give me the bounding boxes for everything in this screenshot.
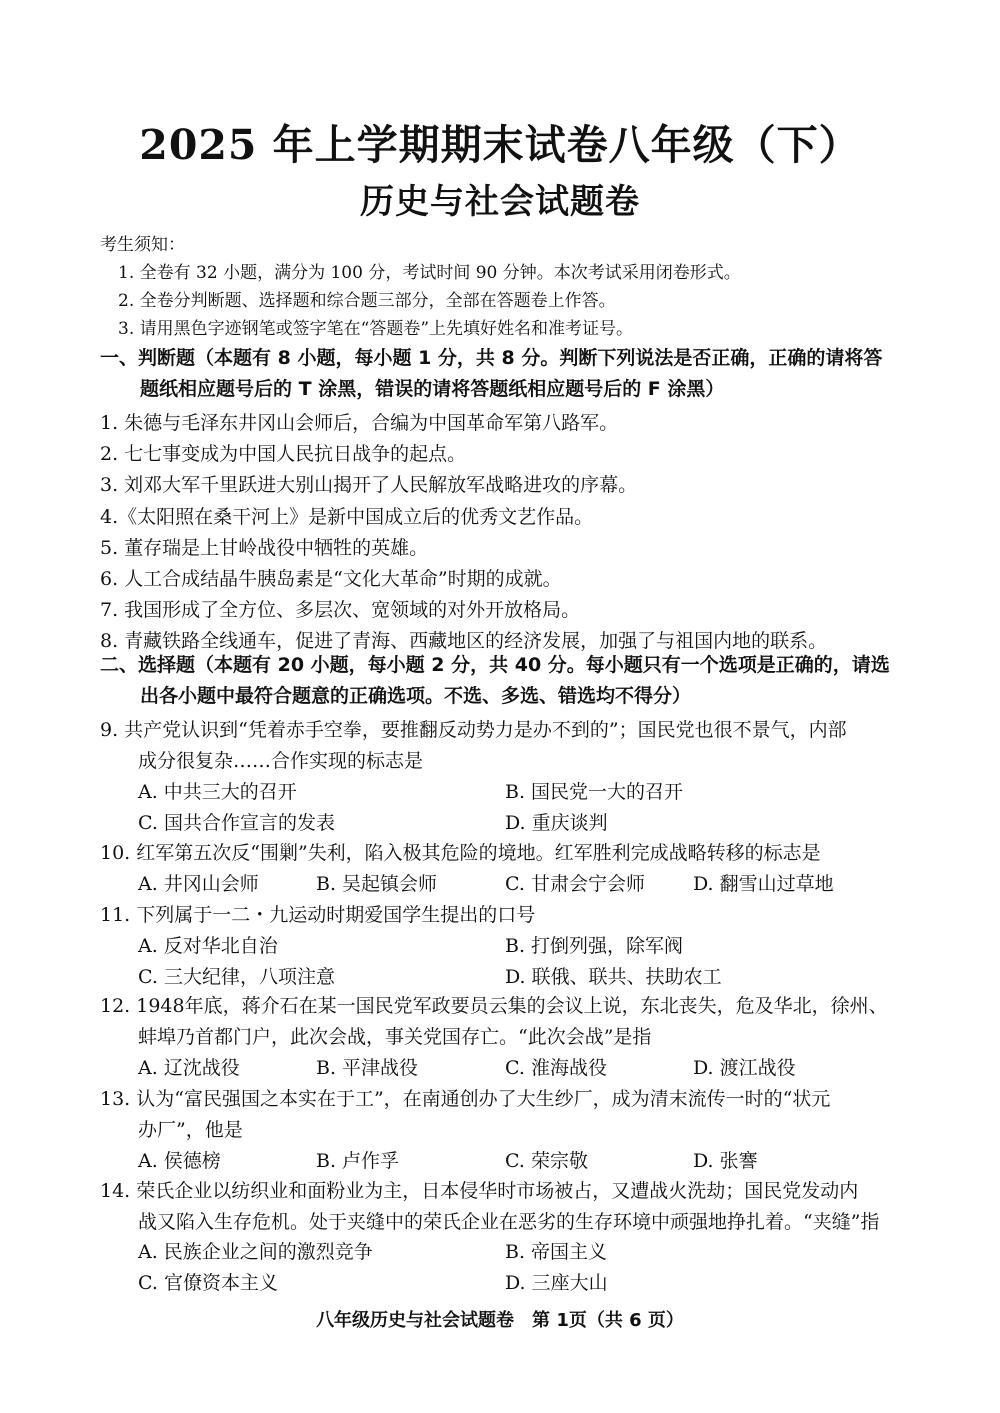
question-10-option-a: A. 井冈山会师 bbox=[138, 873, 259, 895]
notice-item: 2. 全卷分判断题、选择题和综合题三部分，全部在答题卷上作答。 bbox=[118, 291, 616, 311]
page-subtitle: 历史与社会试题卷 bbox=[360, 182, 640, 222]
section-judgment-heading bbox=[100, 343, 900, 405]
question-9-option-a: A. 中共三大的召开 bbox=[138, 781, 297, 803]
question-12-option-d: D. 渡江战役 bbox=[693, 1057, 796, 1079]
question-14-option-a: A. 民族企业之间的激烈竞争 bbox=[138, 1241, 373, 1263]
question-11-option-d: D. 联俄、联共、扶助农工 bbox=[505, 966, 722, 988]
question-12-option-b: B. 平津战役 bbox=[316, 1057, 419, 1079]
notice-item: 1. 全卷有 32 小题，满分为 100 分，考试时间 90 分钟。本次考试采用闭卷形式。 bbox=[118, 263, 741, 283]
question-12-option-c: C. 淮海战役 bbox=[505, 1057, 607, 1079]
question-13-option-c: C. 荣宗敬 bbox=[505, 1150, 588, 1172]
question-13-option-a: A. 侯德榜 bbox=[138, 1150, 221, 1172]
question-9-option-c: C. 国共合作宣言的发表 bbox=[138, 812, 335, 834]
question-14-stem-cont: 战又陷入生存危机。处于夹缝中的荣氏企业在恶劣的生存环境中顽强地挣扎着。“夹缝”指 bbox=[138, 1211, 880, 1233]
notice-item: 3. 请用黑色字迹钢笔或签字笔在“答题卷”上先填好姓名和准考证号。 bbox=[118, 319, 634, 339]
question-9-stem-cont: 成分很复杂……合作实现的标志是 bbox=[138, 750, 424, 772]
judgment-item: 4.《太阳照在桑干河上》是新中国成立后的优秀文艺作品。 bbox=[100, 506, 594, 528]
question-10-stem: 10. 红军第五次反“围剿”失利，陷入极其危险的境地。红军胜利完成战略转移的标志是 bbox=[100, 842, 821, 864]
section-choice-heading bbox=[100, 650, 900, 712]
question-11-option-a: A. 反对华北自治 bbox=[138, 935, 278, 957]
question-12-stem: 12. 1948年底，蒋介石在某一国民党军政要员云集的会议上说，东北丧失，危及华北，徐州、 bbox=[100, 995, 888, 1017]
question-14-option-d: D. 三座大山 bbox=[505, 1272, 608, 1294]
question-14-stem: 14. 荣氏企业以纺织业和面粉业为主，日本侵华时市场被占，又遭战火洗劫；国民党发动内 bbox=[100, 1180, 859, 1202]
question-13-option-d: D. 张謇 bbox=[693, 1150, 758, 1172]
question-11-stem: 11. 下列属于一二・九运动时期爱国学生提出的口号 bbox=[100, 904, 536, 926]
judgment-item: 8. 青藏铁路全线通车，促进了青海、西藏地区的经济发展，加强了与祖国内地的联系。 bbox=[100, 630, 828, 652]
question-14-option-b: B. 帝国主义 bbox=[505, 1241, 608, 1263]
section-heading-line: 出各小题中最符合题意的正确选项。不选、多选、错选均不得分） bbox=[140, 685, 692, 707]
question-10-option-b: B. 吴起镇会师 bbox=[316, 873, 438, 895]
question-11-option-b: B. 打倒列强，除军阀 bbox=[505, 935, 684, 957]
question-9-option-d: D. 重庆谈判 bbox=[505, 812, 608, 834]
section-heading-line: 一、判断题（本题有 8 小题，每小题 1 分，共 8 分。判断下列说法是否正确，正确的请将答 bbox=[100, 347, 883, 369]
page-title: 2025 年上学期期末试卷八年级（下） bbox=[139, 121, 861, 169]
question-13-option-b: B. 卢作孚 bbox=[316, 1150, 400, 1172]
question-14-option-c: C. 官僚资本主义 bbox=[138, 1272, 278, 1294]
question-9-option-b: B. 国民党一大的召开 bbox=[505, 781, 684, 803]
section-heading-line: 二、选择题（本题有 20 小题，每小题 2 分，共 40 分。每小题只有一个选项是正确的，请选 bbox=[100, 654, 890, 676]
question-13-stem-cont: 办厂”，他是 bbox=[138, 1119, 243, 1141]
question-12-stem-cont: 蚌埠乃首都门户，此次会战，事关党国存亡。“此次会战”是指 bbox=[138, 1026, 652, 1048]
question-12-option-a: A. 辽沈战役 bbox=[138, 1057, 240, 1079]
question-9-stem: 9. 共产党认识到“凭着赤手空拳，要推翻反动势力是办不到的”；国民党也很不景气，内部 bbox=[100, 719, 847, 741]
question-11-option-c: C. 三大纪律，八项注意 bbox=[138, 966, 335, 988]
judgment-item: 5. 董存瑞是上甘岭战役中牺牲的英雄。 bbox=[100, 537, 429, 559]
judgment-item: 7. 我国形成了全方位、多层次、宽领域的对外开放格局。 bbox=[100, 599, 581, 621]
judgment-item: 1. 朱德与毛泽东井冈山会师后，合编为中国革命军第八路军。 bbox=[100, 412, 619, 434]
judgment-item: 3. 刘邓大军千里跃进大别山揭开了人民解放军战略进攻的序幕。 bbox=[100, 474, 638, 496]
judgment-item: 2. 七七事变成为中国人民抗日战争的起点。 bbox=[100, 443, 467, 465]
section-heading-line: 题纸相应题号后的 T 涂黑，错误的请将答题纸相应题号后的 F 涂黑） bbox=[140, 378, 725, 400]
notice-heading: 考生须知： bbox=[100, 235, 185, 255]
question-10-option-d: D. 翻雪山过草地 bbox=[693, 873, 834, 895]
page-footer: 八年级历史与社会试题卷 第 1页（共 6 页） bbox=[316, 1310, 684, 1331]
judgment-item: 6. 人工合成结晶牛胰岛素是“文化大革命”时期的成就。 bbox=[100, 568, 562, 590]
question-10-option-c: C. 甘肃会宁会师 bbox=[505, 873, 645, 895]
question-13-stem: 13. 认为“富民强国之本实在于工”，在南通创办了大生纱厂，成为清末流传一时的“状元 bbox=[100, 1088, 831, 1110]
